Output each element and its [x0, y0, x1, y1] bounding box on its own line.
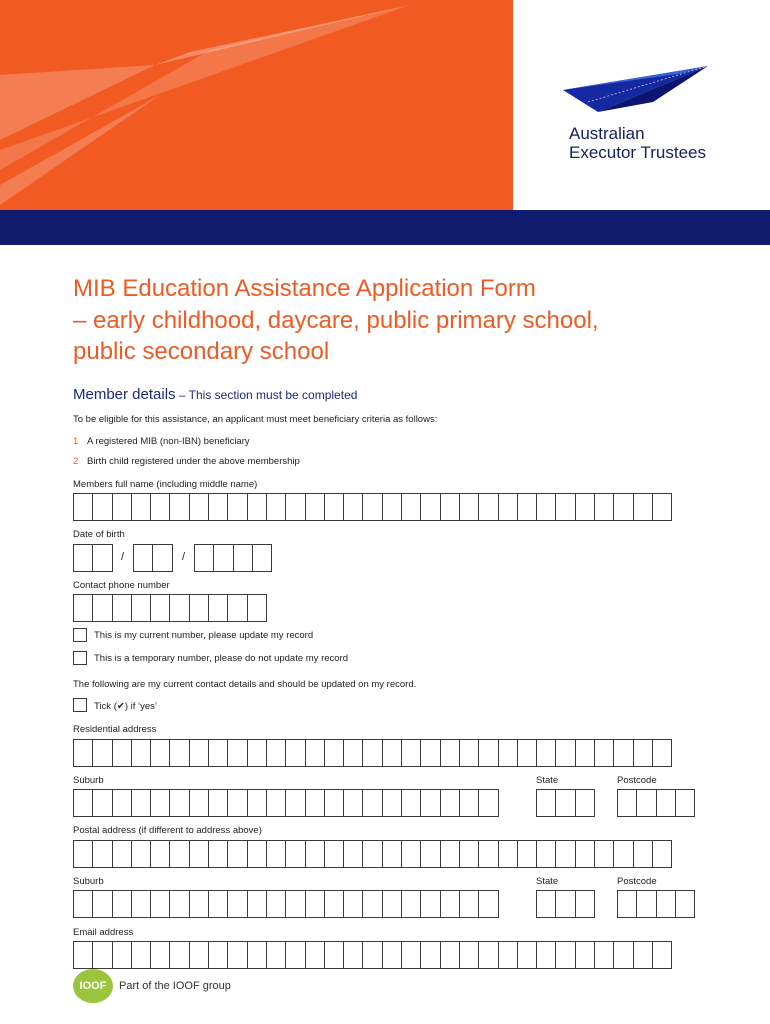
char-box[interactable] — [420, 941, 440, 969]
header-orange-graphic — [0, 0, 513, 210]
char-box[interactable] — [459, 789, 479, 817]
char-box[interactable] — [633, 941, 653, 969]
char-box[interactable] — [227, 890, 247, 918]
char-box[interactable] — [536, 493, 556, 521]
criteria-item: 1 A registered MIB (non-IBN) beneficiary — [73, 436, 250, 447]
char-box[interactable] — [227, 493, 247, 521]
char-box[interactable] — [440, 789, 460, 817]
header-navy-band — [0, 210, 770, 245]
char-box[interactable] — [92, 493, 112, 521]
char-box[interactable] — [150, 493, 170, 521]
char-box[interactable] — [131, 493, 151, 521]
char-box[interactable] — [555, 941, 575, 969]
char-box[interactable] — [362, 941, 382, 969]
char-box[interactable] — [343, 941, 363, 969]
char-box[interactable] — [536, 789, 556, 817]
char-box[interactable] — [247, 739, 267, 767]
char-box[interactable] — [498, 493, 518, 521]
char-box[interactable] — [440, 941, 460, 969]
char-box[interactable] — [73, 594, 93, 622]
char-box[interactable] — [401, 739, 421, 767]
postal-suburb-input[interactable] — [73, 890, 498, 918]
char-box[interactable] — [324, 789, 344, 817]
char-box[interactable] — [150, 840, 170, 868]
postcode-input[interactable] — [617, 789, 694, 817]
char-box[interactable] — [633, 739, 653, 767]
char-box[interactable] — [92, 840, 112, 868]
char-box[interactable] — [266, 789, 286, 817]
postal-postcode-label: Postcode — [617, 876, 657, 887]
suburb-label: Suburb — [73, 775, 104, 786]
char-box[interactable] — [252, 544, 272, 572]
char-box[interactable] — [382, 789, 402, 817]
char-box[interactable] — [675, 890, 695, 918]
char-box[interactable] — [459, 840, 479, 868]
char-box[interactable] — [285, 789, 305, 817]
char-box[interactable] — [227, 941, 247, 969]
email-input[interactable] — [73, 941, 671, 969]
current-number-label: This is my current number, please update my record — [94, 630, 314, 641]
char-box[interactable] — [150, 789, 170, 817]
postal-state-label: State — [536, 876, 559, 887]
char-box[interactable] — [420, 493, 440, 521]
char-box[interactable] — [401, 840, 421, 868]
dob-separator: / — [182, 551, 186, 563]
residential-address-label: Residential address — [73, 724, 157, 735]
char-box[interactable] — [266, 840, 286, 868]
phone-label: Contact phone number — [73, 580, 170, 591]
char-box[interactable] — [131, 890, 151, 918]
char-box[interactable] — [498, 941, 518, 969]
dob-year-input[interactable] — [194, 544, 271, 572]
char-box[interactable] — [613, 840, 633, 868]
char-box[interactable] — [208, 941, 228, 969]
temporary-number-checkbox[interactable] — [73, 651, 87, 665]
char-box[interactable] — [555, 840, 575, 868]
char-box[interactable] — [305, 739, 325, 767]
residential-address-input[interactable] — [73, 739, 671, 767]
char-box[interactable] — [636, 890, 656, 918]
char-box[interactable] — [92, 941, 112, 969]
phone-input[interactable] — [73, 594, 266, 622]
char-box[interactable] — [92, 594, 112, 622]
char-box[interactable] — [420, 739, 440, 767]
char-box[interactable] — [266, 890, 286, 918]
char-box[interactable] — [324, 739, 344, 767]
current-number-checkbox[interactable] — [73, 628, 87, 642]
char-box[interactable] — [382, 941, 402, 969]
char-box[interactable] — [189, 890, 209, 918]
char-box[interactable] — [536, 941, 556, 969]
char-box[interactable] — [227, 594, 247, 622]
char-box[interactable] — [285, 739, 305, 767]
char-box[interactable] — [656, 789, 676, 817]
char-box[interactable] — [92, 739, 112, 767]
char-box[interactable] — [517, 493, 537, 521]
char-box[interactable] — [73, 739, 93, 767]
char-box[interactable] — [208, 890, 228, 918]
char-box[interactable] — [536, 840, 556, 868]
char-box[interactable] — [343, 840, 363, 868]
aet-logo-text: Australian Executor Trustees — [569, 124, 707, 162]
char-box[interactable] — [189, 840, 209, 868]
char-box[interactable] — [92, 544, 112, 572]
email-label: Email address — [73, 927, 134, 938]
char-box[interactable] — [362, 789, 382, 817]
char-box[interactable] — [285, 890, 305, 918]
char-box[interactable] — [594, 739, 614, 767]
char-box[interactable] — [324, 941, 344, 969]
ioof-logo: IOOF — [73, 969, 113, 1003]
page-title: MIB Education Assistance Application Form – early childhood, daycare, public primary school, public secondary school — [73, 275, 599, 365]
char-box[interactable] — [247, 941, 267, 969]
char-box[interactable] — [459, 739, 479, 767]
suburb-input[interactable] — [73, 789, 498, 817]
char-box[interactable] — [440, 890, 460, 918]
char-box[interactable] — [266, 941, 286, 969]
char-box[interactable] — [459, 941, 479, 969]
postal-state-input[interactable] — [536, 890, 594, 918]
char-box[interactable] — [73, 493, 93, 521]
char-box[interactable] — [401, 789, 421, 817]
char-box[interactable] — [305, 493, 325, 521]
char-box[interactable] — [233, 544, 253, 572]
char-box[interactable] — [285, 941, 305, 969]
char-box[interactable] — [382, 493, 402, 521]
char-box[interactable] — [343, 493, 363, 521]
char-box[interactable] — [343, 789, 363, 817]
char-box[interactable] — [152, 544, 172, 572]
char-box[interactable] — [555, 890, 575, 918]
update-contact-checkbox[interactable] — [73, 698, 87, 712]
char-box[interactable] — [169, 493, 189, 521]
char-box[interactable] — [73, 544, 93, 572]
char-box[interactable] — [189, 789, 209, 817]
char-box[interactable] — [131, 840, 151, 868]
char-box[interactable] — [478, 739, 498, 767]
char-box[interactable] — [213, 544, 233, 572]
char-box[interactable] — [73, 840, 93, 868]
char-box[interactable] — [575, 890, 595, 918]
char-box[interactable] — [440, 493, 460, 521]
char-box[interactable] — [194, 544, 214, 572]
char-box[interactable] — [652, 840, 672, 868]
char-box[interactable] — [227, 789, 247, 817]
char-box[interactable] — [555, 789, 575, 817]
postcode-label: Postcode — [617, 775, 657, 786]
char-box[interactable] — [478, 941, 498, 969]
char-box[interactable] — [382, 840, 402, 868]
char-box[interactable] — [382, 890, 402, 918]
char-box[interactable] — [613, 739, 633, 767]
dob-separator: / — [121, 551, 125, 563]
char-box[interactable] — [92, 789, 112, 817]
char-box[interactable] — [401, 890, 421, 918]
char-box[interactable] — [652, 493, 672, 521]
char-box[interactable] — [575, 789, 595, 817]
char-box[interactable] — [652, 739, 672, 767]
char-box[interactable] — [459, 493, 479, 521]
eligibility-intro: To be eligible for this assistance, an applicant must meet beneficiary criteria as follows: — [73, 414, 438, 425]
char-box[interactable] — [594, 941, 614, 969]
char-box[interactable] — [656, 890, 676, 918]
char-box[interactable] — [613, 941, 633, 969]
char-box[interactable] — [131, 594, 151, 622]
char-box[interactable] — [208, 840, 228, 868]
char-box[interactable] — [478, 890, 498, 918]
contact-update-text: The following are my current contact details and should be updated on my record. — [73, 679, 417, 690]
char-box[interactable] — [675, 789, 695, 817]
char-box[interactable] — [536, 890, 556, 918]
char-box[interactable] — [169, 739, 189, 767]
char-box[interactable] — [150, 739, 170, 767]
char-box[interactable] — [324, 890, 344, 918]
char-box[interactable] — [208, 493, 228, 521]
char-box[interactable] — [517, 739, 537, 767]
char-box[interactable] — [594, 493, 614, 521]
char-box[interactable] — [420, 840, 440, 868]
char-box[interactable] — [362, 890, 382, 918]
char-box[interactable] — [189, 493, 209, 521]
char-box[interactable] — [150, 594, 170, 622]
char-box[interactable] — [617, 789, 637, 817]
char-box[interactable] — [617, 890, 637, 918]
char-box[interactable] — [633, 840, 653, 868]
dob-label: Date of birth — [73, 529, 125, 540]
dob-month-input[interactable] — [133, 544, 172, 572]
char-box[interactable] — [478, 789, 498, 817]
header-stripes — [0, 0, 513, 210]
char-box[interactable] — [169, 890, 189, 918]
ioof-group-text: Part of the IOOF group — [119, 980, 231, 992]
char-box[interactable] — [362, 840, 382, 868]
char-box[interactable] — [652, 941, 672, 969]
char-box[interactable] — [189, 941, 209, 969]
tick-label: Tick (✔) if ‘yes’ — [94, 701, 158, 712]
char-box[interactable] — [73, 941, 93, 969]
char-box[interactable] — [324, 840, 344, 868]
char-box[interactable] — [440, 739, 460, 767]
char-box[interactable] — [112, 840, 132, 868]
char-box[interactable] — [150, 890, 170, 918]
postal-postcode-input[interactable] — [617, 890, 694, 918]
char-box[interactable] — [247, 890, 267, 918]
char-box[interactable] — [362, 739, 382, 767]
char-box[interactable] — [266, 493, 286, 521]
char-box[interactable] — [227, 840, 247, 868]
criteria-item: 2 Birth child registered under the above membership — [73, 456, 300, 467]
char-box[interactable] — [575, 739, 595, 767]
char-box[interactable] — [112, 941, 132, 969]
char-box[interactable] — [227, 739, 247, 767]
char-box[interactable] — [382, 739, 402, 767]
char-box[interactable] — [112, 890, 132, 918]
char-box[interactable] — [133, 544, 153, 572]
char-box[interactable] — [343, 890, 363, 918]
char-box[interactable] — [112, 493, 132, 521]
char-box[interactable] — [575, 840, 595, 868]
char-box[interactable] — [169, 594, 189, 622]
state-label: State — [536, 775, 559, 786]
char-box[interactable] — [73, 789, 93, 817]
char-box[interactable] — [208, 739, 228, 767]
char-box[interactable] — [169, 941, 189, 969]
char-box[interactable] — [150, 941, 170, 969]
char-box[interactable] — [636, 789, 656, 817]
postal-address-label: Postal address (if different to address above) — [73, 825, 262, 836]
char-box[interactable] — [613, 493, 633, 521]
char-box[interactable] — [247, 493, 267, 521]
char-box[interactable] — [555, 739, 575, 767]
temporary-number-label: This is a temporary number, please do not update my record — [94, 653, 348, 664]
char-box[interactable] — [169, 789, 189, 817]
aet-logo-icon — [558, 62, 713, 122]
char-box[interactable] — [247, 594, 267, 622]
char-box[interactable] — [73, 890, 93, 918]
char-box[interactable] — [285, 493, 305, 521]
char-box[interactable] — [247, 840, 267, 868]
char-box[interactable] — [208, 594, 228, 622]
char-box[interactable] — [498, 840, 518, 868]
char-box[interactable] — [247, 789, 267, 817]
char-box[interactable] — [131, 941, 151, 969]
char-box[interactable] — [305, 890, 325, 918]
char-box[interactable] — [575, 493, 595, 521]
char-box[interactable] — [189, 739, 209, 767]
char-box[interactable] — [112, 594, 132, 622]
char-box[interactable] — [594, 840, 614, 868]
char-box[interactable] — [305, 941, 325, 969]
char-box[interactable] — [536, 739, 556, 767]
char-box[interactable] — [401, 493, 421, 521]
full-name-input[interactable] — [73, 493, 671, 521]
postal-address-input[interactable] — [73, 840, 671, 868]
char-box[interactable] — [478, 840, 498, 868]
char-box[interactable] — [305, 789, 325, 817]
full-name-label: Members full name (including middle name) — [73, 479, 258, 490]
char-box[interactable] — [420, 789, 440, 817]
char-box[interactable] — [401, 941, 421, 969]
char-box[interactable] — [459, 890, 479, 918]
char-box[interactable] — [266, 739, 286, 767]
char-box[interactable] — [343, 739, 363, 767]
char-box[interactable] — [285, 840, 305, 868]
state-input[interactable] — [536, 789, 594, 817]
char-box[interactable] — [131, 739, 151, 767]
char-box[interactable] — [131, 789, 151, 817]
char-box[interactable] — [112, 789, 132, 817]
char-box[interactable] — [555, 493, 575, 521]
char-box[interactable] — [92, 890, 112, 918]
dob-day-input[interactable] — [73, 544, 112, 572]
char-box[interactable] — [169, 840, 189, 868]
char-box[interactable] — [440, 840, 460, 868]
char-box[interactable] — [208, 789, 228, 817]
char-box[interactable] — [305, 840, 325, 868]
char-box[interactable] — [498, 739, 518, 767]
char-box[interactable] — [112, 739, 132, 767]
char-box[interactable] — [420, 890, 440, 918]
char-box[interactable] — [324, 493, 344, 521]
char-box[interactable] — [362, 493, 382, 521]
member-details-heading: Member details – This section must be completed — [73, 386, 358, 403]
char-box[interactable] — [189, 594, 209, 622]
char-box[interactable] — [517, 840, 537, 868]
char-box[interactable] — [575, 941, 595, 969]
char-box[interactable] — [478, 493, 498, 521]
char-box[interactable] — [633, 493, 653, 521]
postal-suburb-label: Suburb — [73, 876, 104, 887]
char-box[interactable] — [517, 941, 537, 969]
